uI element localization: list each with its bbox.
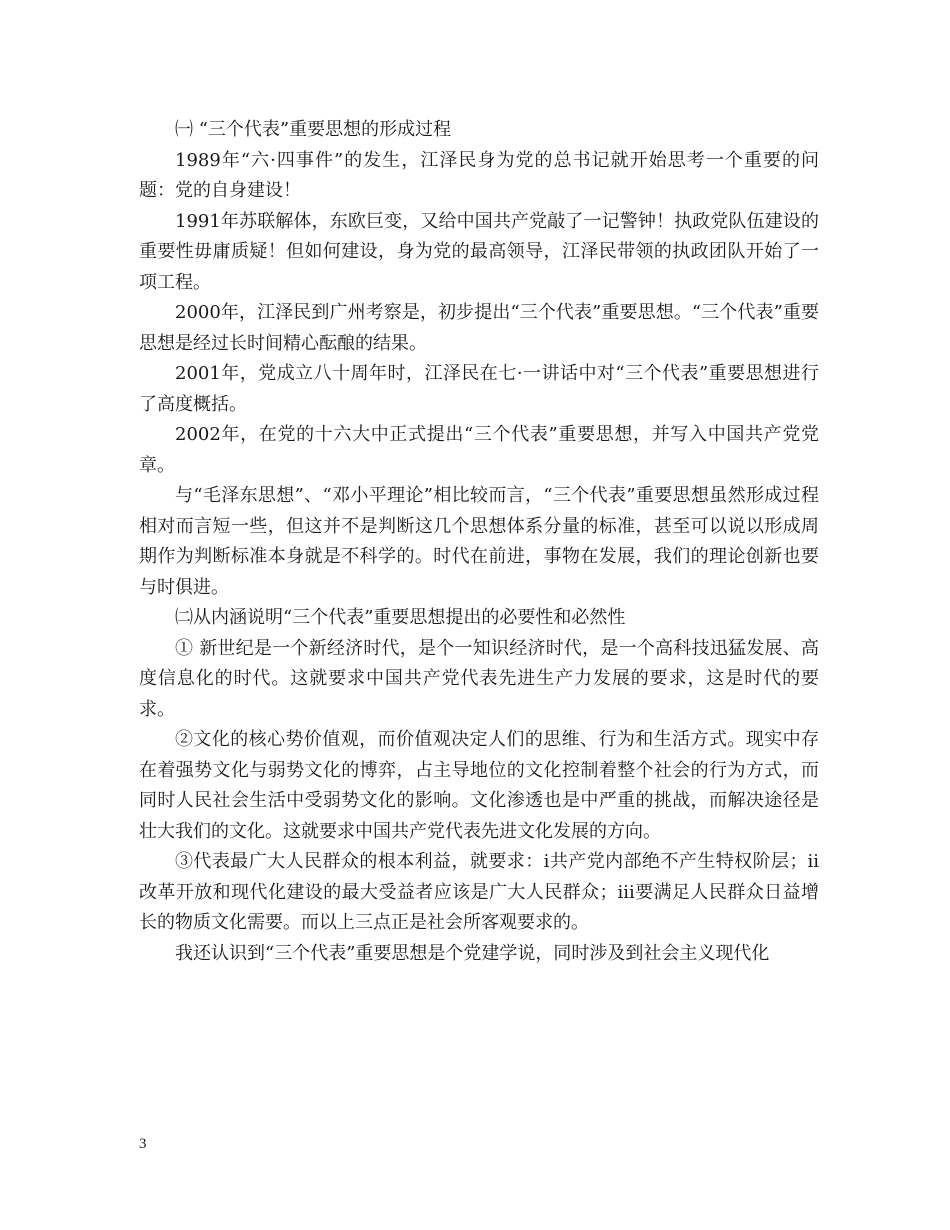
body-text [139,115,819,969]
paragraph-point-3: ③代表最广大人民群众的根本利益，就要求：i共产党内部绝不产生特权阶层；ii改革开放和现代化建设的最大受益者应该是广大人民群众；iii要满足人民群众日益增长的物质文化需要。而以上三点正是社会所客观要求的。 [139,851,819,933]
paragraph-comparison: 与“毛泽东思想”、“邓小平理论”相比较而言，“三个代表”重要思想虽然形成过程相对而言短一些，但这并不是判断这几个思想体系分量的标准，甚至可以说以形成周期作为判断标准本身就是不科学的。时代在前进，事物在发展，我们的理论创新也要与时俱进。 [139,485,819,598]
paragraph-point-2: ②文化的核心势价值观，而价值观决定人们的思维、行为和生活方式。现实中存在着强势文化与弱势文化的博弈，占主导地位的文化控制着整个社会的行为方式，而同时人民社会生活中受弱势文化的影响。文化渗透也是中严重的挑战，而解决途径是壮大我们的文化。这就要求中国共产党代表先进文化发展的方向。 [139,729,819,842]
paragraph-conclusion: 我还认识到“三个代表”重要思想是个党建学说，同时涉及到社会主义现代化 [175,942,770,964]
paragraph-2000: 2000年，江泽民到广州考察是，初步提出“三个代表”重要思想。“三个代表”重要思想是经过长时间精心酝酿的结果。 [139,302,819,354]
paragraph-2001: 2001年，党成立八十周年时，江泽民在七·一讲话中对“三个代表”重要思想进行了高度概括。 [139,363,819,415]
section-heading-2: ㈡从内涵说明“三个代表”重要思想提出的必要性和必然性 [175,607,626,628]
paragraph-point-1: ① 新世纪是一个新经济时代，是个一知识经济时代，是一个高科技迅猛发展、高度信息化的时代。这就要求中国共产党代表先进生产力发展的要求，这是时代的要求。 [139,637,819,720]
paragraph-1989: 1989年“六·四事件”的发生，江泽民身为党的总书记就开始思考一个重要的问题：党的自身建设！ [139,149,819,201]
section-heading-1: ㈠ “三个代表”重要思想的形成过程 [175,119,452,140]
paragraph-2002: 2002年，在党的十六大中正式提出“三个代表”重要思想，并写入中国共产党党章。 [139,424,819,476]
paragraph-1991: 1991年苏联解体，东欧巨变，又给中国共产党敲了一记警钟！执政党队伍建设的重要性毋庸质疑！但如何建设，身为党的最高领导，江泽民带领的执政团队开始了一项工程。 [139,210,819,293]
page-number: 3 [139,1136,147,1152]
